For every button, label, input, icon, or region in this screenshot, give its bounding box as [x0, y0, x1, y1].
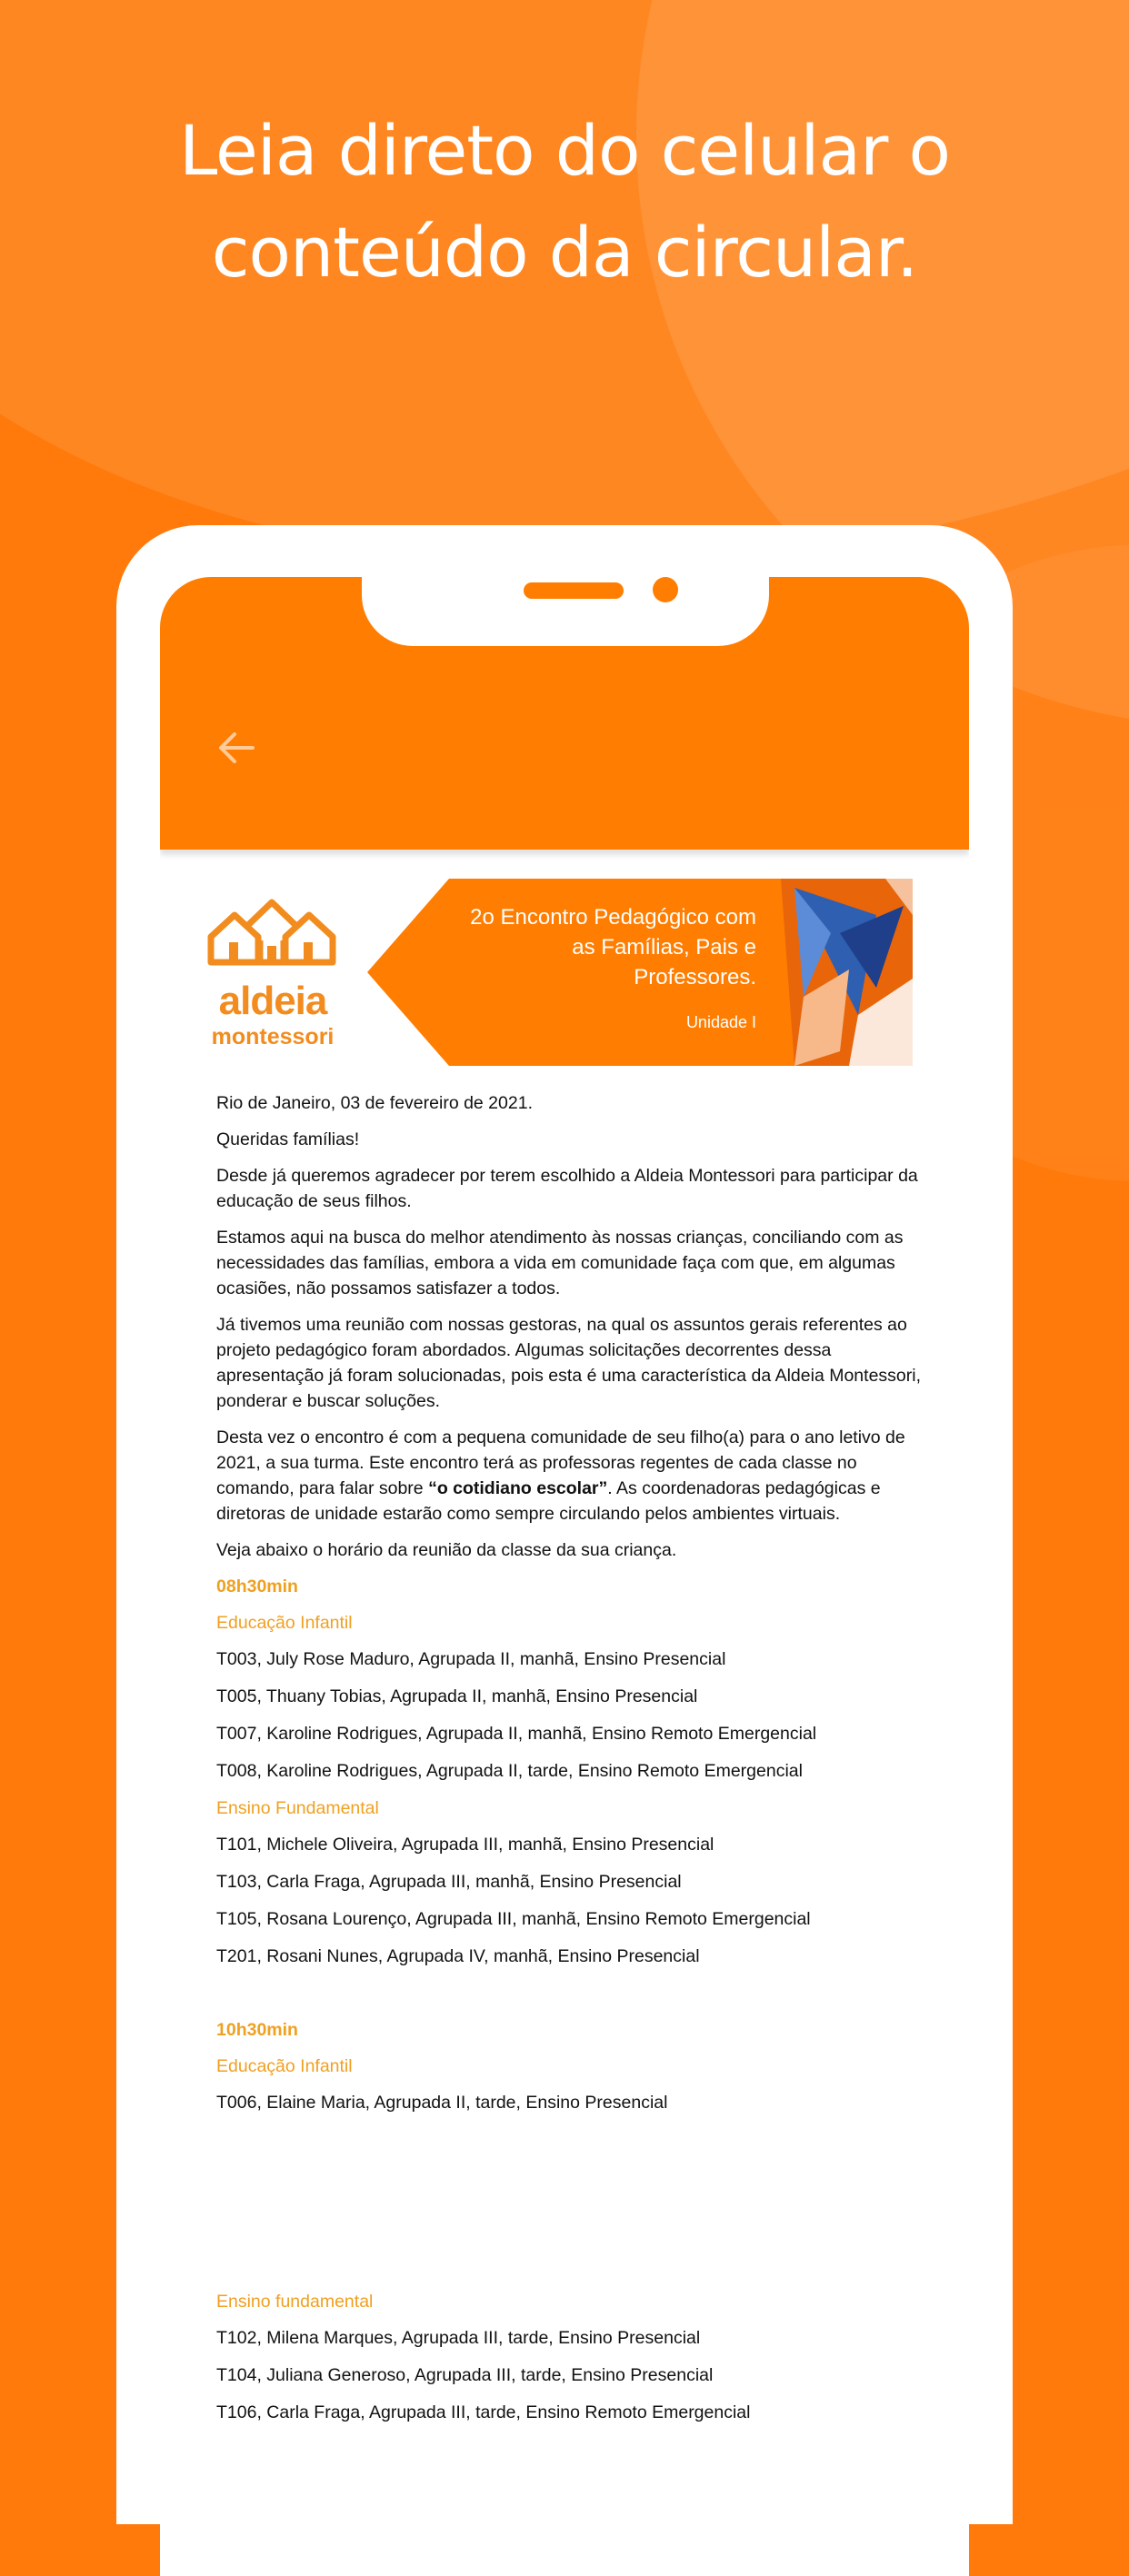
list-item: T101, Michele Oliveira, Agrupada III, manhã, Ensino Presencial [216, 1835, 714, 1855]
letter-paragraph [216, 1425, 934, 1527]
letter-paragraph: Veja abaixo o horário da reunião da classe da sua criança. [216, 1540, 677, 1560]
arrow-left-icon [211, 722, 262, 773]
banner-title-line-2: as Famílias, Pais e [572, 935, 756, 960]
circular-content [216, 1090, 934, 2437]
letter-emphasis: “o cotidiano escolar” [428, 1478, 608, 1498]
aldeia-montessori-logo [204, 895, 340, 1049]
schedule-time: 10h30min [216, 2020, 298, 2040]
list-item: T007, Karoline Rodrigues, Agrupada II, manhã, Ensino Remoto Emergencial [216, 1724, 817, 1744]
phone-screen [160, 577, 969, 2576]
letter-paragraph: Já tivemos uma reunião com nossas gestoras, na qual os assuntos gerais referentes ao projeto pedagógico foram abordados. Algumas solicitações decorrentes dessa apresentação já foram solucionadas, pois esta é uma característica da Aldeia Montessori, ponderar e buscar soluções. [216, 1315, 922, 1411]
headline-line-1: Leia direto do celular o [178, 110, 951, 191]
banner-title [449, 902, 756, 992]
headline-line-2: conteúdo da circular. [211, 212, 918, 293]
list-item: T103, Carla Fraga, Agrupada III, manhã, Ensino Presencial [216, 1872, 682, 1892]
phone-notch [362, 577, 769, 646]
list-item: T005, Thuany Tobias, Agrupada II, manhã, Ensino Presencial [216, 1686, 698, 1706]
back-button[interactable] [211, 722, 262, 773]
letter-text: . As coordenadoras pedagógicas e diretoras de unidade estarão como sempre circulando pelos ambientes virtuais. [216, 1478, 881, 1524]
list-item: T008, Karoline Rodrigues, Agrupada II, tarde, Ensino Remoto Emergencial [216, 1761, 803, 1781]
spacer [216, 1981, 934, 2017]
letter-paragraph: Estamos aqui na busca do melhor atendimento às nossas crianças, conciliando com as necessidades das famílias, embora a vida em comunidade faça com que, em algumas ocasiões, não possamos satisfazer a todos. [216, 1228, 904, 1298]
list-item: T102, Milena Marques, Agrupada III, tarde, Ensino Presencial [216, 2328, 701, 2348]
logo-word-montessori: montessori [211, 1024, 335, 1049]
houses-logo-icon [204, 895, 340, 977]
banner-title-line-3: Professores. [634, 965, 756, 990]
phone-frame [116, 525, 1013, 2524]
schedule-section-label: Ensino fundamental [216, 2292, 374, 2312]
speaker-grille [524, 582, 624, 599]
letter-greeting: Queridas famílias! [216, 1129, 360, 1149]
schedule-section-label: Educação Infantil [216, 1613, 353, 1633]
banner-unit-label: Unidade I [685, 1013, 756, 1031]
banner-title-line-1: 2o Encontro Pedagógico com [470, 905, 756, 930]
letter-paragraph: Desde já queremos agradecer por terem escolhido a Aldeia Montessori para participar da educação de seus filhos. [216, 1166, 918, 1211]
spacer [216, 2127, 934, 2289]
list-item: T006, Elaine Maria, Agrupada II, tarde, Ensino Presencial [216, 2093, 668, 2113]
list-item: T201, Rosani Nunes, Agrupada IV, manhã, Ensino Presencial [216, 1946, 700, 1966]
circular-banner [204, 877, 913, 1068]
letter-text: Desta vez o encontro é com a pequena comunidade de seu filho(a) para o ano letivo de 2021, a sua turma. Este encontro terá as professoras regentes de cada classe no comando, para falar sobre [216, 1427, 905, 1498]
logo-word-aldeia: aldeia [218, 979, 327, 1023]
list-item: T106, Carla Fraga, Agrupada III, tarde, Ensino Remoto Emergencial [216, 2402, 751, 2422]
list-item: T104, Juliana Generoso, Agrupada III, tarde, Ensino Presencial [216, 2365, 714, 2385]
promo-headline [0, 100, 1129, 303]
front-camera [653, 577, 678, 602]
schedule-section-label: Educação Infantil [216, 2056, 353, 2076]
list-item: T105, Rosana Lourenço, Agrupada III, manhã, Ensino Remoto Emergencial [216, 1909, 811, 1929]
letter-date: Rio de Janeiro, 03 de fevereiro de 2021. [216, 1093, 533, 1113]
list-item: T003, July Rose Maduro, Agrupada II, manhã, Ensino Presencial [216, 1649, 726, 1669]
schedule-time: 08h30min [216, 1576, 298, 1596]
schedule-section-label: Ensino Fundamental [216, 1798, 379, 1818]
